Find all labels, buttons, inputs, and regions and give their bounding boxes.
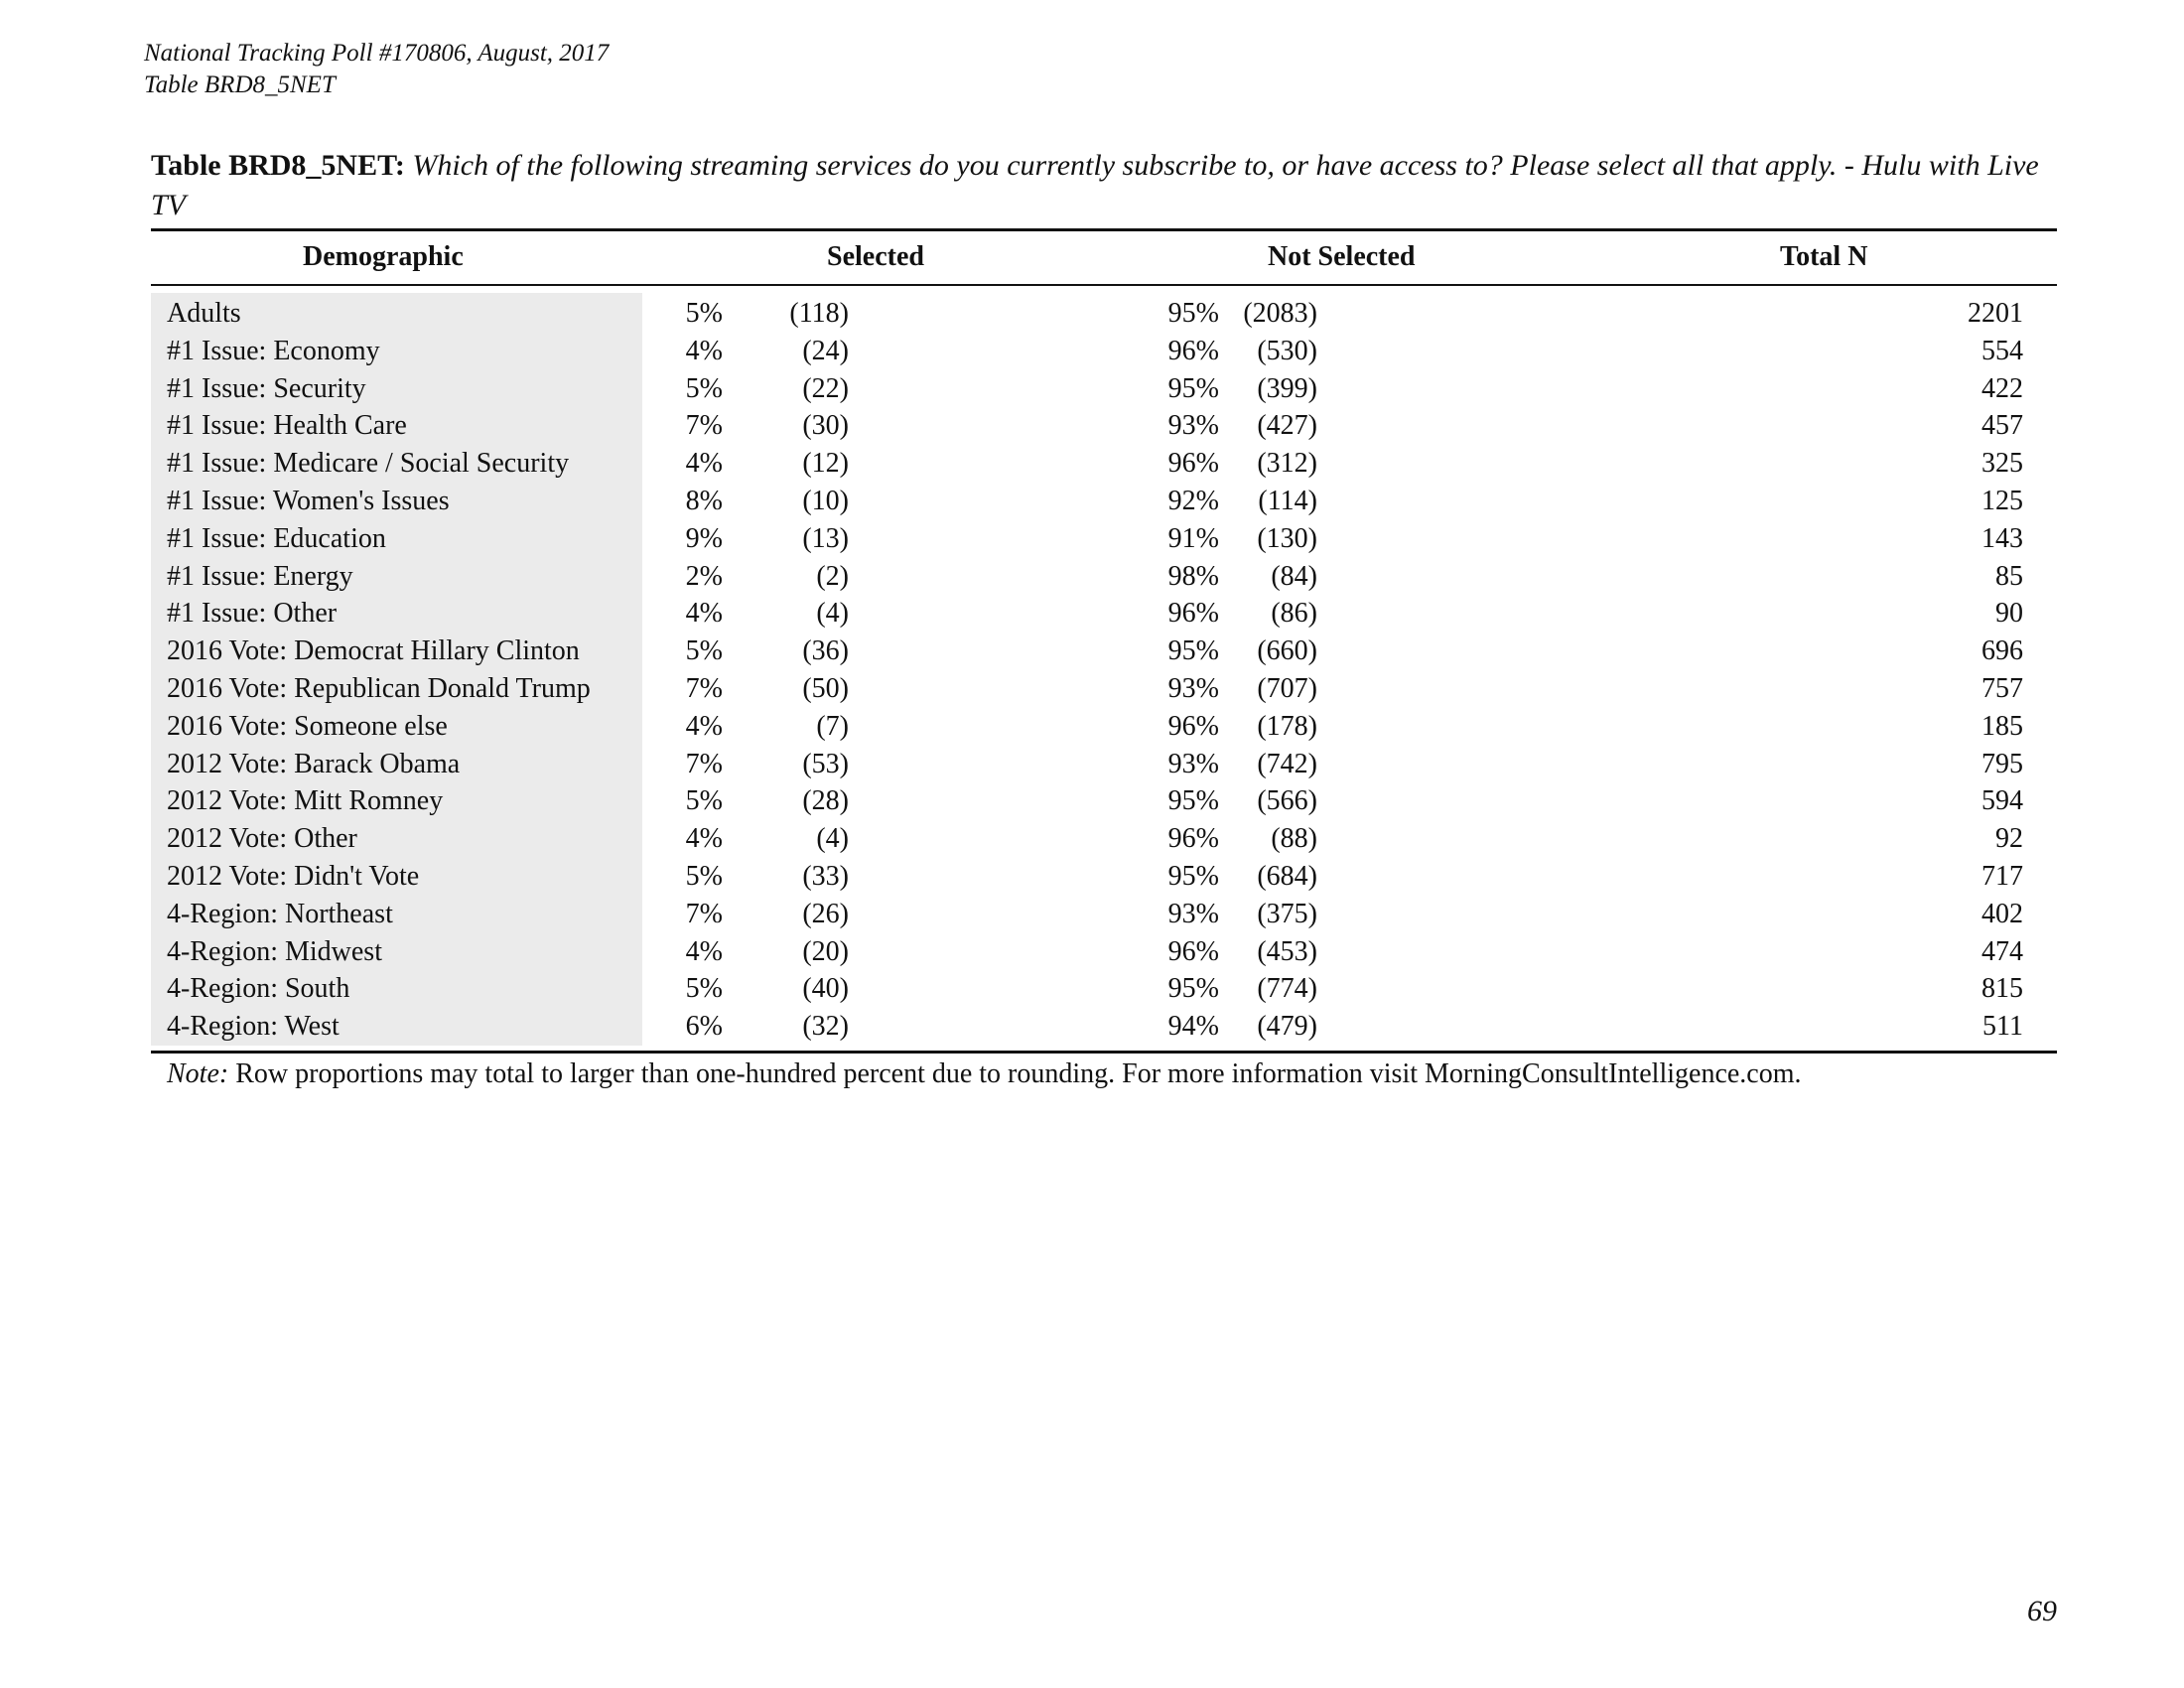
total-n-cell: 90 — [1995, 598, 2023, 630]
not-selected-percent-cell: 95% — [1167, 372, 1219, 404]
total-n-cell: 815 — [1981, 973, 2023, 1005]
not-selected-count-cell: (312) — [1257, 448, 1317, 480]
not-selected-percent-cell: 95% — [1167, 298, 1219, 329]
demographic-cell: #1 Issue: Women's Issues — [167, 485, 450, 516]
table-bottom-rule — [151, 1051, 2057, 1054]
total-n-cell: 125 — [1981, 485, 2023, 516]
not-selected-percent-cell: 93% — [1167, 410, 1219, 442]
selected-count-cell: (53) — [802, 748, 849, 779]
not-selected-percent-cell: 96% — [1167, 823, 1219, 855]
total-n-cell: 554 — [1981, 335, 2023, 366]
table-row — [151, 333, 2057, 370]
demographic-cell: 4-Region: South — [167, 973, 350, 1005]
table-row — [151, 820, 2057, 858]
selected-percent-cell: 7% — [685, 748, 723, 779]
selected-percent-cell: 7% — [685, 898, 723, 929]
selected-count-cell: (13) — [802, 522, 849, 554]
table-header-rule — [151, 284, 2057, 286]
table-row — [151, 520, 2057, 558]
column-header-not-selected: Not Selected — [1268, 241, 1416, 272]
demographic-cell: #1 Issue: Health Care — [167, 410, 407, 442]
table-row — [151, 970, 2057, 1008]
selected-count-cell: (20) — [802, 935, 849, 967]
page-header — [144, 38, 609, 101]
table-row — [151, 483, 2057, 520]
selected-count-cell: (28) — [802, 785, 849, 817]
total-n-cell: 696 — [1981, 635, 2023, 667]
table-row — [151, 782, 2057, 820]
not-selected-count-cell: (178) — [1257, 710, 1317, 742]
column-header-demographic: Demographic — [303, 241, 464, 272]
not-selected-percent-cell: 95% — [1167, 860, 1219, 892]
demographic-cell: #1 Issue: Security — [167, 372, 366, 404]
not-selected-count-cell: (530) — [1257, 335, 1317, 366]
not-selected-count-cell: (774) — [1257, 973, 1317, 1005]
selected-percent-cell: 4% — [685, 448, 723, 480]
not-selected-percent-cell: 92% — [1167, 485, 1219, 516]
selected-count-cell: (10) — [802, 485, 849, 516]
table-row — [151, 370, 2057, 408]
not-selected-count-cell: (114) — [1258, 485, 1317, 516]
demographic-cell: 2012 Vote: Barack Obama — [167, 748, 461, 779]
total-n-cell: 402 — [1981, 898, 2023, 929]
selected-percent-cell: 4% — [685, 935, 723, 967]
total-n-cell: 92 — [1995, 823, 2023, 855]
not-selected-percent-cell: 93% — [1167, 672, 1219, 704]
selected-percent-cell: 9% — [685, 522, 723, 554]
not-selected-percent-cell: 95% — [1167, 635, 1219, 667]
total-n-cell: 457 — [1981, 410, 2023, 442]
table-row — [151, 595, 2057, 633]
table-row — [151, 933, 2057, 971]
poll-title: National Tracking Poll #170806, August, 2017 — [144, 40, 610, 67]
table-row — [151, 858, 2057, 896]
not-selected-count-cell: (479) — [1257, 1011, 1317, 1043]
not-selected-count-cell: (453) — [1257, 935, 1317, 967]
not-selected-percent-cell: 93% — [1167, 898, 1219, 929]
total-n-cell: 185 — [1981, 710, 2023, 742]
selected-count-cell: (50) — [802, 672, 849, 704]
not-selected-percent-cell: 98% — [1167, 560, 1219, 592]
caption-label: Table BRD8_5NET: — [151, 149, 405, 182]
not-selected-percent-cell: 96% — [1167, 710, 1219, 742]
not-selected-count-cell: (684) — [1257, 860, 1317, 892]
table-note — [167, 1055, 1802, 1093]
table-top-rule — [151, 228, 2057, 231]
selected-percent-cell: 4% — [685, 710, 723, 742]
selected-count-cell: (12) — [802, 448, 849, 480]
selected-percent-cell: 5% — [685, 372, 723, 404]
not-selected-percent-cell: 91% — [1167, 522, 1219, 554]
selected-percent-cell: 6% — [685, 1011, 723, 1043]
not-selected-percent-cell: 95% — [1167, 973, 1219, 1005]
total-n-cell: 795 — [1981, 748, 2023, 779]
not-selected-count-cell: (130) — [1257, 522, 1317, 554]
not-selected-count-cell: (375) — [1257, 898, 1317, 929]
demographic-cell: 2016 Vote: Republican Donald Trump — [167, 672, 591, 704]
note-label: Note: — [167, 1058, 229, 1089]
total-n-cell: 474 — [1981, 935, 2023, 967]
selected-percent-cell: 4% — [685, 598, 723, 630]
total-n-cell: 85 — [1995, 560, 2023, 592]
selected-count-cell: (26) — [802, 898, 849, 929]
not-selected-percent-cell: 93% — [1167, 748, 1219, 779]
not-selected-count-cell: (399) — [1257, 372, 1317, 404]
not-selected-percent-cell: 96% — [1167, 935, 1219, 967]
not-selected-percent-cell: 96% — [1167, 448, 1219, 480]
demographic-cell: 2012 Vote: Other — [167, 823, 357, 855]
not-selected-count-cell: (660) — [1257, 635, 1317, 667]
total-n-cell: 511 — [1982, 1011, 2023, 1043]
selected-count-cell: (32) — [802, 1011, 849, 1043]
not-selected-count-cell: (84) — [1271, 560, 1317, 592]
demographic-cell: 2012 Vote: Mitt Romney — [167, 785, 444, 817]
caption-text: Which of the following streaming services do you currently subscribe to, or have access to? Please select all that apply. - Hulu with Live TV — [151, 149, 2039, 221]
selected-count-cell: (2) — [816, 560, 849, 592]
table-row — [151, 670, 2057, 708]
table-row — [151, 708, 2057, 746]
selected-count-cell: (4) — [816, 598, 849, 630]
demographic-cell: 2016 Vote: Someone else — [167, 710, 448, 742]
table-row — [151, 407, 2057, 445]
selected-percent-cell: 5% — [685, 785, 723, 817]
selected-count-cell: (24) — [802, 335, 849, 366]
demographic-cell: 4-Region: Northeast — [167, 898, 393, 929]
selected-percent-cell: 2% — [685, 560, 723, 592]
demographic-cell: 4-Region: Midwest — [167, 935, 382, 967]
page-number: 69 — [2027, 1595, 2057, 1627]
selected-count-cell: (30) — [802, 410, 849, 442]
table-body — [151, 295, 2057, 1046]
not-selected-count-cell: (742) — [1257, 748, 1317, 779]
not-selected-count-cell: (86) — [1271, 598, 1317, 630]
total-n-cell: 757 — [1981, 672, 2023, 704]
note-text: Row proportions may total to larger than one-hundred percent due to rounding. For more information visit MorningConsultIntelligence.com. — [235, 1058, 1802, 1089]
selected-percent-cell: 8% — [685, 485, 723, 516]
column-header-total-n: Total N — [1780, 241, 1868, 272]
table-row — [151, 746, 2057, 783]
total-n-cell: 717 — [1981, 860, 2023, 892]
selected-count-cell: (4) — [816, 823, 849, 855]
selected-count-cell: (36) — [802, 635, 849, 667]
selected-percent-cell: 4% — [685, 823, 723, 855]
not-selected-percent-cell: 96% — [1167, 598, 1219, 630]
selected-count-cell: (33) — [802, 860, 849, 892]
not-selected-count-cell: (427) — [1257, 410, 1317, 442]
not-selected-count-cell: (2083) — [1243, 298, 1317, 329]
table-row — [151, 445, 2057, 483]
demographic-cell: Adults — [167, 298, 241, 329]
not-selected-count-cell: (566) — [1257, 785, 1317, 817]
selected-percent-cell: 5% — [685, 860, 723, 892]
column-header-selected: Selected — [827, 241, 924, 272]
demographic-cell: 4-Region: West — [167, 1011, 340, 1043]
not-selected-percent-cell: 95% — [1167, 785, 1219, 817]
total-n-cell: 422 — [1981, 372, 2023, 404]
selected-count-cell: (22) — [802, 372, 849, 404]
total-n-cell: 325 — [1981, 448, 2023, 480]
table-row — [151, 295, 2057, 333]
selected-count-cell: (7) — [816, 710, 849, 742]
selected-percent-cell: 7% — [685, 672, 723, 704]
demographic-cell: #1 Issue: Economy — [167, 335, 380, 366]
table-row — [151, 1008, 2057, 1046]
table-row — [151, 633, 2057, 670]
selected-count-cell: (118) — [789, 298, 849, 329]
demographic-cell: #1 Issue: Other — [167, 598, 338, 630]
table-row — [151, 558, 2057, 596]
total-n-cell: 143 — [1981, 522, 2023, 554]
not-selected-percent-cell: 96% — [1167, 335, 1219, 366]
demographic-cell: #1 Issue: Education — [167, 522, 386, 554]
selected-percent-cell: 5% — [685, 635, 723, 667]
demographic-cell: #1 Issue: Medicare / Social Security — [167, 448, 570, 480]
selected-percent-cell: 4% — [685, 335, 723, 366]
demographic-cell: 2016 Vote: Democrat Hillary Clinton — [167, 635, 580, 667]
table-caption — [151, 146, 2057, 225]
demographic-cell: #1 Issue: Energy — [167, 560, 353, 592]
demographic-cell: 2012 Vote: Didn't Vote — [167, 860, 420, 892]
selected-count-cell: (40) — [802, 973, 849, 1005]
selected-percent-cell: 5% — [685, 298, 723, 329]
not-selected-percent-cell: 94% — [1167, 1011, 1219, 1043]
not-selected-count-cell: (88) — [1271, 823, 1317, 855]
table-row — [151, 896, 2057, 933]
total-n-cell: 2201 — [1968, 298, 2023, 329]
table-id: Table BRD8_5NET — [144, 71, 336, 98]
not-selected-count-cell: (707) — [1257, 672, 1317, 704]
selected-percent-cell: 5% — [685, 973, 723, 1005]
total-n-cell: 594 — [1981, 785, 2023, 817]
selected-percent-cell: 7% — [685, 410, 723, 442]
